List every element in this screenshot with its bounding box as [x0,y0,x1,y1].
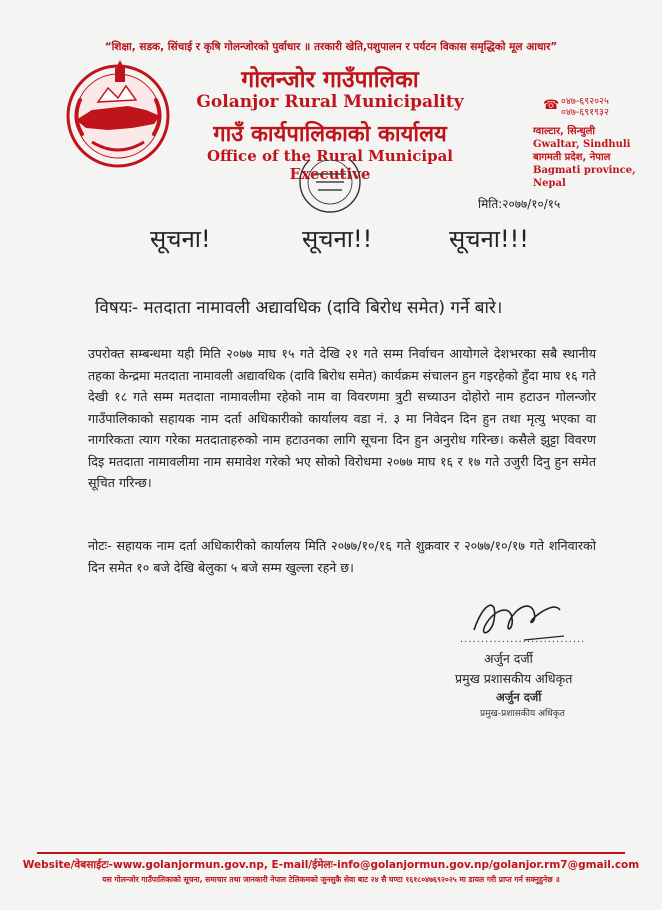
notice-heading: सूचना!!! [449,225,529,253]
footer-website: Website/वेबसाईटः-www.golanjormun.gov.np, E-mail/ईमेलः-info@golanjormun.gov.np/golanjor.rm7@gmail.com [22,859,640,871]
notice-body: उपरोक्त सम्बन्धमा यही मिति २०७७ माघ १५ गते देखि २१ गते सम्म निर्वाचन आयोगले देशभरका सबै स्थानीय तहका केन्द्रमा मतदाता नामावली अद्यावधिक (दावि बिरोध समेत) कार्यक्रम संचालन हुन गइरहेको हुँदा माघ १६ गते देखी १८ गते सम्म मतदाता नामावलीमा रहेको नाम वा विवरणमा त्रुटी सच्याउन दोहोरो नाम हटाउन गोलन्जोर गाउँपालिकाको सहायक नाम दर्ता अधिकारीको कार्यालय वडा नं. ३ मा निवेदन दिन हुन तथा मृत्यु भएका वा नागरिकता त्याग गरेका मतदाताहरुको नाम हटाउनका लागि सूचना दिन हुन अनुरोध गरिन्छ। कसैले झुट्टा विवरण दिइ मतदाता नामावलीमा नाम समावेश गरेको भए सोको विरोधमा २०७७ माघ १६ र १७ गते उजुरी दिनु हुन समेत सूचित गरिन्छ। [88,346,596,490]
signer-title: प्रमुख प्रशासकीय अधिकृत [455,671,573,686]
province-english: Bagmati province, Nepal [533,165,636,189]
office-stamp-icon [290,160,370,220]
address-block [533,125,662,190]
municipality-title-english: Golanjor Rural Municipality [196,92,464,112]
office-title-english: Office of the Rural Municipal Executive [206,147,454,183]
notice-date: मिति:२०७७/१०/१५ [478,197,561,211]
phone-icon: ☎ [543,98,560,113]
notice-heading: सूचना! [150,225,211,253]
notice-note: नोटः- सहायक नाम दर्ता अधिकारीको कार्यालय मिति २०७७/१०/१६ गते शुक्रवार र २०७७/१०/१७ गते शनिवारको दिन समेत १० बजे देखि बेलुका ५ बजे सम्म खुल्ला रहने छ। [88,538,596,575]
municipality-emblem-icon [62,58,174,170]
municipality-title-nepali: गोलन्जोर गाउँपालिका [241,67,419,93]
footer-note: यस गोलन्जोर गाउँपालिकाको सूचना, समाचार तथा जानकारी नेपाल टेलिकमको जुनसुकै सेवा बाट २४ सै घण्टा १६१८०४७६९२०२५ मा डायल गरी प्राप्त गर्न सक्नुहुनेछ ॥ [102,875,560,884]
phone-number: ०४७-६९२०२५ [561,96,609,107]
phone-numbers [561,96,609,118]
signer-name: अर्जुन दर्जी [484,651,533,666]
phone-number: ०४७-६९१९३२ [561,107,609,118]
notice-subject: विषयः- मतदाता नामावली अद्यावधिक (दावि बिरोध समेत) गर्ने बारे। [95,298,503,318]
address-english: Gwaltar, Sindhuli [533,139,631,150]
seal-name: अर्जुन दर्जी [496,690,542,704]
footer-divider [37,852,625,854]
address-nepali: ग्वाल्टार, सिन्धुली [533,126,595,137]
signature-line: .............................. [460,634,586,645]
office-title-nepali: गाउँ कार्यपालिकाको कार्यालय [213,122,447,147]
notice-heading: सूचना!! [302,225,373,253]
province-nepali: बागमती प्रदेश, नेपाल [533,152,611,163]
seal-title: प्रमुख-प्रशासकीय अधिकृत [480,709,565,719]
slogan: “शिक्षा, सडक, सिंचाई र कृषि गोलन्जोरको पुर्वाधार ॥ तरकारी खेति,पशुपालन र पर्यटन विकास समृद्धिको मूल आधार” [104,41,558,53]
